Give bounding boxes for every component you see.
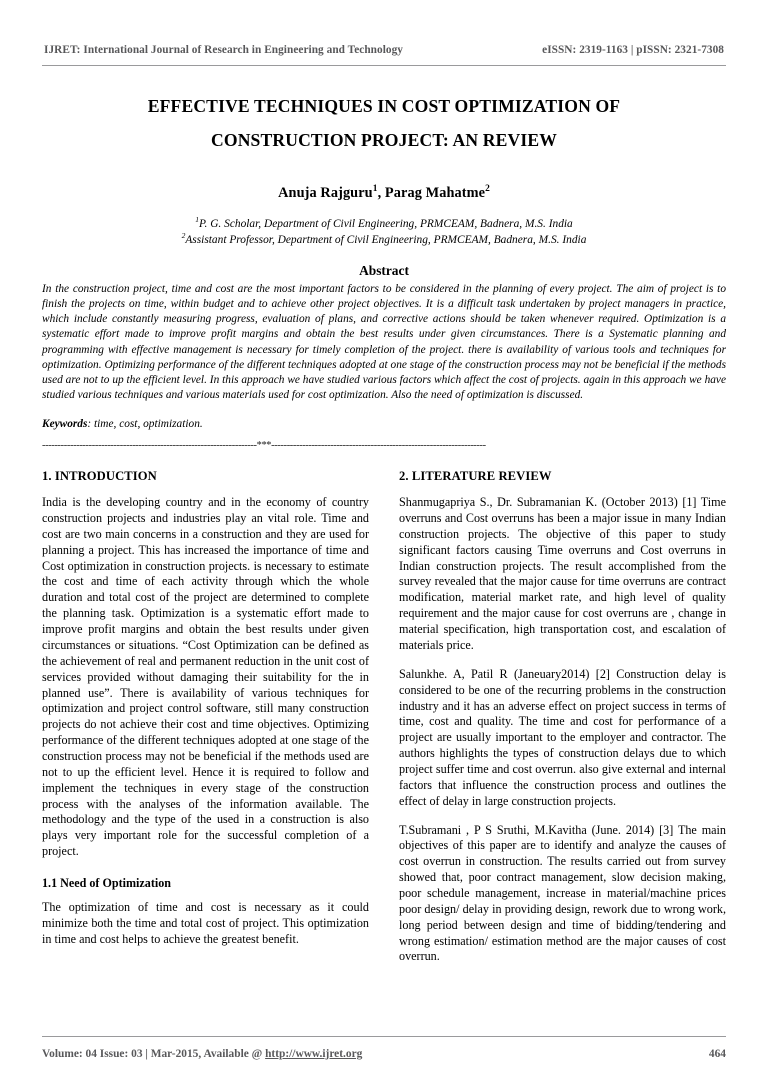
literature-paragraph-3: T.Subramani , P S Sruthi, M.Kavitha (June. 2014) [3] The main objectives of this paper are to identify and analyze the causes of cost overrun in construction. The results carried out from survey showed that, poor contract management, slow decision making, poor schedule management, increase in material/machine prices poor design/ delay in providing design, rework due to wrong work, long period between design and time of bidding/tendering and wrong estimation/ estimation method are the major causes of cost overrun. bbox=[399, 822, 726, 964]
title-line-1: EFFECTIVE TECHNIQUES IN COST OPTIMIZATION OF bbox=[147, 96, 621, 116]
footer-divider bbox=[42, 1036, 726, 1037]
section-separator: ---------------------------------------------------------------------***--------------------------------------------------------------------- bbox=[42, 440, 486, 452]
author-separator: , bbox=[377, 184, 385, 201]
heading-introduction: 1. INTRODUCTION bbox=[42, 469, 157, 484]
volume-text: Volume: 04 Issue: 03 | Mar-2015, Available @ bbox=[42, 1048, 266, 1060]
author-affil-marker-1: 1 bbox=[372, 183, 378, 194]
heading-need-of-optimization: 1.1 Need of Optimization bbox=[42, 875, 171, 890]
author-list bbox=[42, 185, 726, 202]
page-title bbox=[72, 90, 696, 158]
heading-literature-review: 2. LITERATURE REVIEW bbox=[399, 469, 552, 484]
affiliation-1-text: P. G. Scholar, Department of Civil Engineering, PRMCEAM, Badnera, M.S. India bbox=[199, 217, 573, 230]
author-name-1: Anuja Rajguru bbox=[278, 184, 373, 201]
running-header bbox=[42, 44, 726, 56]
left-column bbox=[42, 469, 369, 965]
title-line-2: CONSTRUCTION PROJECT: AN REVIEW bbox=[211, 129, 557, 150]
issn-info: eISSN: 2319-1163 | pISSN: 2321-7308 bbox=[542, 44, 724, 56]
affiliation-2 bbox=[42, 232, 726, 249]
affiliation-2-text: Assistant Professor, Department of Civil Engineering, PRMCEAM, Badnera, M.S. India bbox=[185, 234, 587, 247]
body-columns bbox=[42, 469, 726, 965]
abstract-text: In the construction project, time and cost are the most important factors to be considered in the planning of every project. The aim of project is to finish the projects on time, within budget and to achieve other project objectives. It is a difficult task undertaken by project managers in practice, which include constantly measuring progress, evaluation of plans, and corrective actions should be taken whenever required. Optimization is a systematic effort made to improve profit margins and obtain the best results under given circumstances. There is a Systematic planning and programming with effective management is necessary for timely completion of the project. there is availability of various tools and techniques for optimization. Optimizing performance of the different techniques adopted at one stage of the construction process may not be beneficial if the methods used are not to up the efficient level. In this approach we have studied various factors which affect the cost of projects. again in this approach we have studied various techniques and various materials used for cost optimization. Also the need of optimization is discussed. bbox=[42, 283, 726, 402]
affiliation-1 bbox=[42, 216, 726, 233]
author-affil-marker-2: 2 bbox=[485, 183, 490, 194]
need-of-optimization-paragraph: The optimization of time and cost is necessary as it could minimize both the time and total cost of project. This optimization in time and cost helps to achieve the greatest benefit. bbox=[42, 899, 369, 946]
journal-name: IJRET: International Journal of Research in Engineering and Technology bbox=[44, 44, 403, 56]
footer-row bbox=[42, 1048, 726, 1060]
page-footer bbox=[42, 1036, 726, 1060]
keywords-value: : time, cost, optimization. bbox=[87, 418, 203, 431]
keywords-line bbox=[42, 418, 726, 430]
footer-volume-info bbox=[42, 1048, 362, 1060]
right-column bbox=[399, 469, 726, 965]
introduction-paragraph: India is the developing country and in the economy of country construction projects and industries play an vital role. Time and cost are two main concerns in a construction and they are used for planning a project. This has increased the importance of time and Cost optimization in construction projects. is necessary to estimate the cost and time of each activity through which the whole duration and total cost of the project are determined to complete the planning task. Optimization is a systematic effort made to improve profit margins and obtain the best results under given circumstances or situations. “Cost Optimization can be defined as the achievement of real and permanent reduction in the unit cost of services provided without damaging their suitability for the in planned use”. There is availability of various techniques for optimization and project control software, still many construction projects do not achieve their cost and time objectives. Optimizing performance of the different techniques adopted at one stage of the construction process may not be beneficial if the methods used are not to up the efficient level. Hence it is required to follow and implement the techniques in every stage of the construction process with the analyses of the information available. The methodology and the type of the used in a construction is also plays very important role for the successful completion of a project. bbox=[42, 495, 369, 859]
affiliations bbox=[42, 216, 726, 250]
journal-url-link[interactable]: http://www.ijret.org bbox=[265, 1048, 363, 1060]
page-number: 464 bbox=[708, 1048, 726, 1060]
keywords-label: Keywords bbox=[42, 418, 88, 431]
abstract-heading: Abstract bbox=[359, 263, 409, 279]
affiliation-marker-1: 1 bbox=[195, 214, 200, 224]
header-divider bbox=[42, 65, 726, 66]
author-name-2: Parag Mahatme bbox=[384, 184, 486, 201]
literature-paragraph-2: Salunkhe. A, Patil R (Janeuary2014) [2] Construction delay is considered to be one of the recurring problems in the construction industry and it has an adverse effect on project success in terms of time, cost and quality. The time and cost for performance of a project are usually important to the employer and contractor. The authors highlights the types of construction delays due to which project suffer time and cost overrun. also give external and internal factors that influence the construction process and outlines the effect of delay in large construction projects. bbox=[399, 666, 726, 808]
affiliation-marker-2: 2 bbox=[181, 231, 186, 241]
literature-paragraph-1: Shanmugapriya S., Dr. Subramanian K. (October 2013) [1] Time overruns and Cost overruns has been a major issue in many Indian construction projects. The objective of this paper to study significant factors causing Time overruns and Cost overruns in Indian construction projects. The result accomplished from the survey revealed that the major cause for time overruns are contract modification, material market rate, and high level of quality requirement and the major cause for cost overruns are , change in material specification, high transportation cost, and escalation of materials price. bbox=[399, 495, 726, 652]
